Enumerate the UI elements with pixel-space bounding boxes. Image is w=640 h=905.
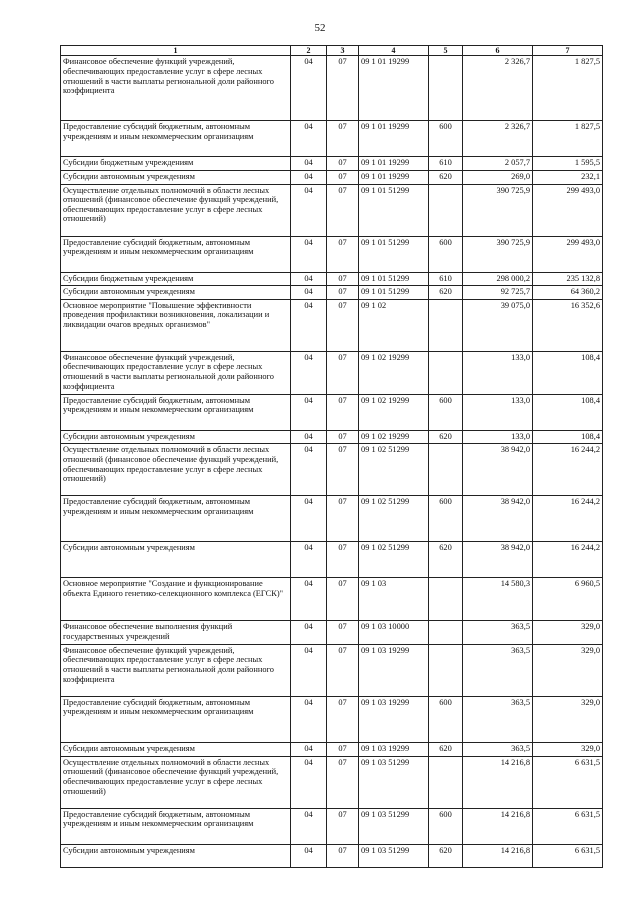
column-header: 5 (429, 46, 463, 56)
section-code: 04 (291, 742, 327, 756)
expense-type-code: 620 (429, 844, 463, 867)
section-code: 04 (291, 808, 327, 844)
row-description: Предоставление субсидий бюджетным, автономным учреждениям и иным некоммерческим организациям (61, 121, 291, 157)
row-description: Субсидии бюджетным учреждениям (61, 272, 291, 286)
executed-amount: 108,4 (533, 394, 603, 430)
target-article-code: 09 1 03 51299 (359, 808, 429, 844)
table-row (61, 170, 603, 184)
subsection-code: 07 (327, 351, 359, 394)
target-article-code: 09 1 02 19299 (359, 430, 429, 444)
expense-type-code (429, 351, 463, 394)
row-description: Предоставление субсидий бюджетным, автономным учреждениям и иным некоммерческим организациям (61, 696, 291, 742)
section-code: 04 (291, 644, 327, 696)
subsection-code: 07 (327, 56, 359, 121)
row-description: Предоставление субсидий бюджетным, автономным учреждениям и иным некоммерческим организациям (61, 236, 291, 272)
expense-type-code (429, 578, 463, 621)
target-article-code: 09 1 03 19299 (359, 696, 429, 742)
section-code: 04 (291, 394, 327, 430)
table-row (61, 236, 603, 272)
target-article-code: 09 1 01 19299 (359, 170, 429, 184)
expense-type-code: 620 (429, 170, 463, 184)
table-row (61, 578, 603, 621)
executed-amount: 299 493,0 (533, 184, 603, 236)
section-code: 04 (291, 444, 327, 496)
row-description: Субсидии автономным учреждениям (61, 170, 291, 184)
section-code: 04 (291, 578, 327, 621)
subsection-code: 07 (327, 170, 359, 184)
target-article-code: 09 1 01 51299 (359, 272, 429, 286)
table-row (61, 696, 603, 742)
table-row (61, 286, 603, 300)
expense-type-code (429, 756, 463, 808)
target-article-code: 09 1 03 (359, 578, 429, 621)
column-header: 3 (327, 46, 359, 56)
row-description: Основное мероприятие "Создание и функционирование объекта Единого генетико-селекционного комплекса (ЕГСК)" (61, 578, 291, 621)
expense-type-code (429, 299, 463, 351)
section-code: 04 (291, 236, 327, 272)
expense-type-code: 620 (429, 430, 463, 444)
target-article-code: 09 1 03 10000 (359, 621, 429, 644)
planned-amount: 92 725,7 (463, 286, 533, 300)
row-description: Субсидии автономным учреждениям (61, 430, 291, 444)
planned-amount: 2 057,7 (463, 157, 533, 171)
executed-amount: 108,4 (533, 351, 603, 394)
target-article-code: 09 1 01 51299 (359, 236, 429, 272)
section-code: 04 (291, 299, 327, 351)
row-description: Финансовое обеспечение функций учреждений, обеспечивающих предоставление услуг в сфере лесных отношений в части выплаты региональной доли районного коэффициента (61, 56, 291, 121)
subsection-code: 07 (327, 742, 359, 756)
subsection-code: 07 (327, 578, 359, 621)
section-code: 04 (291, 170, 327, 184)
row-description: Субсидии автономным учреждениям (61, 286, 291, 300)
planned-amount: 363,5 (463, 696, 533, 742)
table-row (61, 742, 603, 756)
planned-amount: 298 000,2 (463, 272, 533, 286)
expense-type-code (429, 184, 463, 236)
column-header: 1 (61, 46, 291, 56)
executed-amount: 299 493,0 (533, 236, 603, 272)
executed-amount: 16 244,2 (533, 496, 603, 542)
expense-type-code: 600 (429, 121, 463, 157)
target-article-code: 09 1 01 51299 (359, 184, 429, 236)
subsection-code: 07 (327, 299, 359, 351)
budget-table (60, 45, 603, 868)
executed-amount: 6 631,5 (533, 844, 603, 867)
subsection-code: 07 (327, 286, 359, 300)
table-row (61, 542, 603, 578)
row-description: Осуществление отдельных полномочий в области лесных отношений (финансовое обеспечение функций учреждений, обеспечивающих предоставление услуг в сфере лесных отношений) (61, 756, 291, 808)
expense-type-code: 600 (429, 394, 463, 430)
target-article-code: 09 1 02 (359, 299, 429, 351)
column-header: 2 (291, 46, 327, 56)
executed-amount: 329,0 (533, 644, 603, 696)
table-row (61, 56, 603, 121)
row-description: Основное мероприятие "Повышение эффективности проведения профилактики возникновения, локализации и ликвидации очагов вредных организмов" (61, 299, 291, 351)
section-code: 04 (291, 756, 327, 808)
row-description: Предоставление субсидий бюджетным, автономным учреждениям и иным некоммерческим организациям (61, 496, 291, 542)
table-row (61, 756, 603, 808)
expense-type-code (429, 56, 463, 121)
planned-amount: 133,0 (463, 351, 533, 394)
planned-amount: 363,5 (463, 644, 533, 696)
expense-type-code: 600 (429, 236, 463, 272)
executed-amount: 232,1 (533, 170, 603, 184)
planned-amount: 38 942,0 (463, 444, 533, 496)
planned-amount: 14 580,3 (463, 578, 533, 621)
planned-amount: 38 942,0 (463, 542, 533, 578)
expense-type-code (429, 644, 463, 696)
executed-amount: 329,0 (533, 621, 603, 644)
target-article-code: 09 1 02 51299 (359, 542, 429, 578)
planned-amount: 38 942,0 (463, 496, 533, 542)
table-row (61, 496, 603, 542)
executed-amount: 16 244,2 (533, 444, 603, 496)
executed-amount: 329,0 (533, 696, 603, 742)
row-description: Предоставление субсидий бюджетным, автономным учреждениям и иным некоммерческим организациям (61, 394, 291, 430)
section-code: 04 (291, 844, 327, 867)
section-code: 04 (291, 157, 327, 171)
planned-amount: 2 326,7 (463, 121, 533, 157)
executed-amount: 6 631,5 (533, 756, 603, 808)
subsection-code: 07 (327, 621, 359, 644)
table-row (61, 808, 603, 844)
section-code: 04 (291, 272, 327, 286)
executed-amount: 329,0 (533, 742, 603, 756)
expense-type-code: 610 (429, 272, 463, 286)
expense-type-code: 610 (429, 157, 463, 171)
executed-amount: 64 360,2 (533, 286, 603, 300)
table-row (61, 644, 603, 696)
subsection-code: 07 (327, 444, 359, 496)
row-description: Субсидии автономным учреждениям (61, 542, 291, 578)
planned-amount: 2 326,7 (463, 56, 533, 121)
subsection-code: 07 (327, 496, 359, 542)
target-article-code: 09 1 03 19299 (359, 742, 429, 756)
target-article-code: 09 1 02 51299 (359, 496, 429, 542)
column-header: 6 (463, 46, 533, 56)
target-article-code: 09 1 01 51299 (359, 286, 429, 300)
subsection-code: 07 (327, 430, 359, 444)
executed-amount: 1 595,5 (533, 157, 603, 171)
table-header-row (61, 46, 603, 56)
column-header: 4 (359, 46, 429, 56)
subsection-code: 07 (327, 542, 359, 578)
row-description: Осуществление отдельных полномочий в области лесных отношений (финансовое обеспечение функций учреждений, обеспечивающих предоставление услуг в сфере лесных отношений) (61, 444, 291, 496)
row-description: Предоставление субсидий бюджетным, автономным учреждениям и иным некоммерческим организациям (61, 808, 291, 844)
row-description: Финансовое обеспечение функций учреждений, обеспечивающих предоставление услуг в сфере лесных отношений в части выплаты региональной доли районного коэффициента (61, 351, 291, 394)
subsection-code: 07 (327, 808, 359, 844)
planned-amount: 14 216,8 (463, 756, 533, 808)
target-article-code: 09 1 01 19299 (359, 157, 429, 171)
table-row (61, 430, 603, 444)
subsection-code: 07 (327, 236, 359, 272)
expense-type-code: 600 (429, 808, 463, 844)
target-article-code: 09 1 01 19299 (359, 56, 429, 121)
subsection-code: 07 (327, 644, 359, 696)
planned-amount: 363,5 (463, 621, 533, 644)
table-row (61, 121, 603, 157)
expense-type-code: 600 (429, 696, 463, 742)
section-code: 04 (291, 56, 327, 121)
executed-amount: 6 960,5 (533, 578, 603, 621)
target-article-code: 09 1 02 19299 (359, 394, 429, 430)
table-row (61, 844, 603, 867)
executed-amount: 16 352,6 (533, 299, 603, 351)
expense-type-code: 620 (429, 542, 463, 578)
subsection-code: 07 (327, 696, 359, 742)
subsection-code: 07 (327, 272, 359, 286)
executed-amount: 1 827,5 (533, 121, 603, 157)
subsection-code: 07 (327, 394, 359, 430)
table-row (61, 184, 603, 236)
planned-amount: 390 725,9 (463, 184, 533, 236)
table-row (61, 444, 603, 496)
column-header: 7 (533, 46, 603, 56)
subsection-code: 07 (327, 184, 359, 236)
executed-amount: 6 631,5 (533, 808, 603, 844)
expense-type-code (429, 444, 463, 496)
executed-amount: 235 132,8 (533, 272, 603, 286)
executed-amount: 108,4 (533, 430, 603, 444)
planned-amount: 390 725,9 (463, 236, 533, 272)
target-article-code: 09 1 03 19299 (359, 644, 429, 696)
section-code: 04 (291, 696, 327, 742)
planned-amount: 14 216,8 (463, 844, 533, 867)
planned-amount: 269,0 (463, 170, 533, 184)
section-code: 04 (291, 621, 327, 644)
row-description: Субсидии автономным учреждениям (61, 742, 291, 756)
section-code: 04 (291, 496, 327, 542)
section-code: 04 (291, 542, 327, 578)
section-code: 04 (291, 430, 327, 444)
table-row (61, 157, 603, 171)
target-article-code: 09 1 02 19299 (359, 351, 429, 394)
subsection-code: 07 (327, 157, 359, 171)
planned-amount: 133,0 (463, 430, 533, 444)
row-description: Осуществление отдельных полномочий в области лесных отношений (финансовое обеспечение функций учреждений, обеспечивающих предоставление услуг в сфере лесных отношений) (61, 184, 291, 236)
planned-amount: 14 216,8 (463, 808, 533, 844)
expense-type-code: 620 (429, 286, 463, 300)
table-row (61, 394, 603, 430)
section-code: 04 (291, 286, 327, 300)
planned-amount: 133,0 (463, 394, 533, 430)
row-description: Субсидии автономным учреждениям (61, 844, 291, 867)
expense-type-code: 600 (429, 496, 463, 542)
expense-type-code (429, 621, 463, 644)
row-description: Финансовое обеспечение выполнения функций государственных учреждений (61, 621, 291, 644)
section-code: 04 (291, 121, 327, 157)
table-row (61, 299, 603, 351)
executed-amount: 1 827,5 (533, 56, 603, 121)
row-description: Финансовое обеспечение функций учреждений, обеспечивающих предоставление услуг в сфере лесных отношений в части выплаты региональной доли районного коэффициента (61, 644, 291, 696)
section-code: 04 (291, 351, 327, 394)
planned-amount: 363,5 (463, 742, 533, 756)
executed-amount: 16 244,2 (533, 542, 603, 578)
table-row (61, 272, 603, 286)
planned-amount: 39 075,0 (463, 299, 533, 351)
section-code: 04 (291, 184, 327, 236)
subsection-code: 07 (327, 756, 359, 808)
target-article-code: 09 1 03 51299 (359, 844, 429, 867)
page-number: 52 (314, 22, 326, 34)
target-article-code: 09 1 01 19299 (359, 121, 429, 157)
target-article-code: 09 1 02 51299 (359, 444, 429, 496)
subsection-code: 07 (327, 844, 359, 867)
expense-type-code: 620 (429, 742, 463, 756)
target-article-code: 09 1 03 51299 (359, 756, 429, 808)
row-description: Субсидии бюджетным учреждениям (61, 157, 291, 171)
table-row (61, 351, 603, 394)
subsection-code: 07 (327, 121, 359, 157)
table-row (61, 621, 603, 644)
